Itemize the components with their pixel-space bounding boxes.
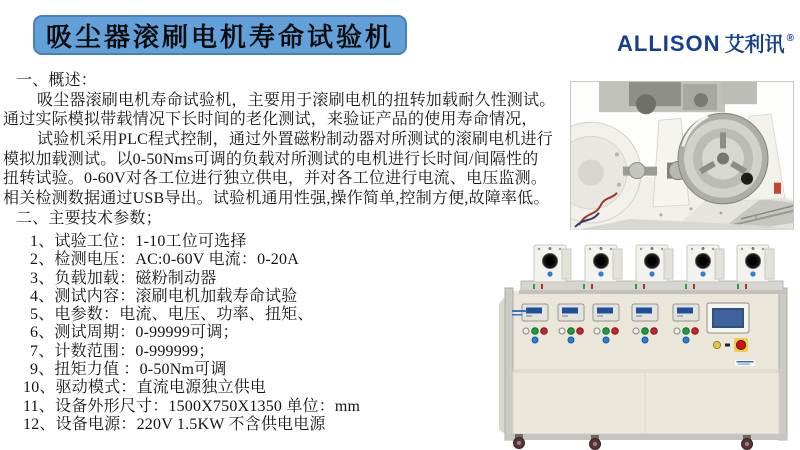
spec-item: 12、设备电源：220V 1.5KW 不含供电电源 [23, 415, 326, 433]
overview-section [0, 71, 566, 229]
spec-list [0, 233, 520, 434]
test-machine-illustration [495, 230, 795, 450]
motor-fixtures [534, 245, 774, 282]
overview-line: 通过实际模拟带载情况下长时间的老化测试，来验证产品的使用寿命情况， [3, 111, 538, 129]
spec-item: 5、电参数：电流、电压、功率、扭矩、 [30, 306, 314, 324]
fixture-closeup-illustration [571, 82, 793, 231]
page-title: 吸尘器滚刷电机寿命试验机 [45, 22, 394, 52]
overview-line: 相关检测数据通过USB导出。试验机通用性强,操作简单,控制方便,故障率低。 [3, 190, 550, 208]
spec-item: 10、驱动模式：直流电源独立供电 [23, 379, 267, 397]
overview-line: 模拟加载测试。以0-50Nms可调的负载对所测试的电机进行长时间/间隔性的 [3, 150, 539, 168]
spec-item: 3、负载加载：磁粉制动器 [30, 269, 217, 287]
spec-item: 6、测试周期：0-99999可调； [30, 324, 239, 342]
spec-item: 9、扭矩力值 ：0-50Nm可调 [30, 361, 227, 379]
tabletop [519, 281, 785, 294]
fixture-closeup-photo [570, 81, 794, 232]
spec-item: 1、试验工位：1-10工位可选择 [30, 233, 247, 250]
overview-line: 试验机采用PLC程式控制，通过外置磁粉制动器对所测试的滚刷电机进行 [37, 131, 553, 149]
spec-item: 4、测试内容：滚刷电机加载寿命试验 [30, 287, 298, 305]
section-heading: 一、概述： [16, 72, 98, 89]
overview-line: 扭转试验。0-60V对各工位进行独立供电，并对各工位进行电流、电压监测。 [3, 170, 548, 188]
red-knob [774, 183, 781, 194]
three-jaw-chuck [678, 113, 768, 204]
overview-line: 吸尘器滚刷电机寿命试验机，主要用于滚刷电机的扭转加载耐久性测试。 [37, 91, 556, 109]
brand-logo-cjk: 艾利讯 [724, 34, 785, 56]
test-machine-photo [495, 230, 795, 450]
brand-logo [617, 28, 794, 57]
key-selector [713, 341, 720, 348]
brand-logo-latin: ALLISON [617, 31, 721, 56]
registered-mark-icon: ® [786, 33, 794, 44]
page-title-banner [33, 15, 407, 55]
spec-item: 11、设备外形尺寸：1500X750X1350 单位：mm [23, 397, 361, 415]
emergency-stop-button [736, 340, 745, 349]
spec-item: 2、检测电压：AC:0-60V 电流：0-20A [30, 251, 299, 269]
section-heading: 二、主要技术参数； [16, 209, 162, 227]
spec-item: 7、计数范围：0-999999； [30, 342, 215, 360]
